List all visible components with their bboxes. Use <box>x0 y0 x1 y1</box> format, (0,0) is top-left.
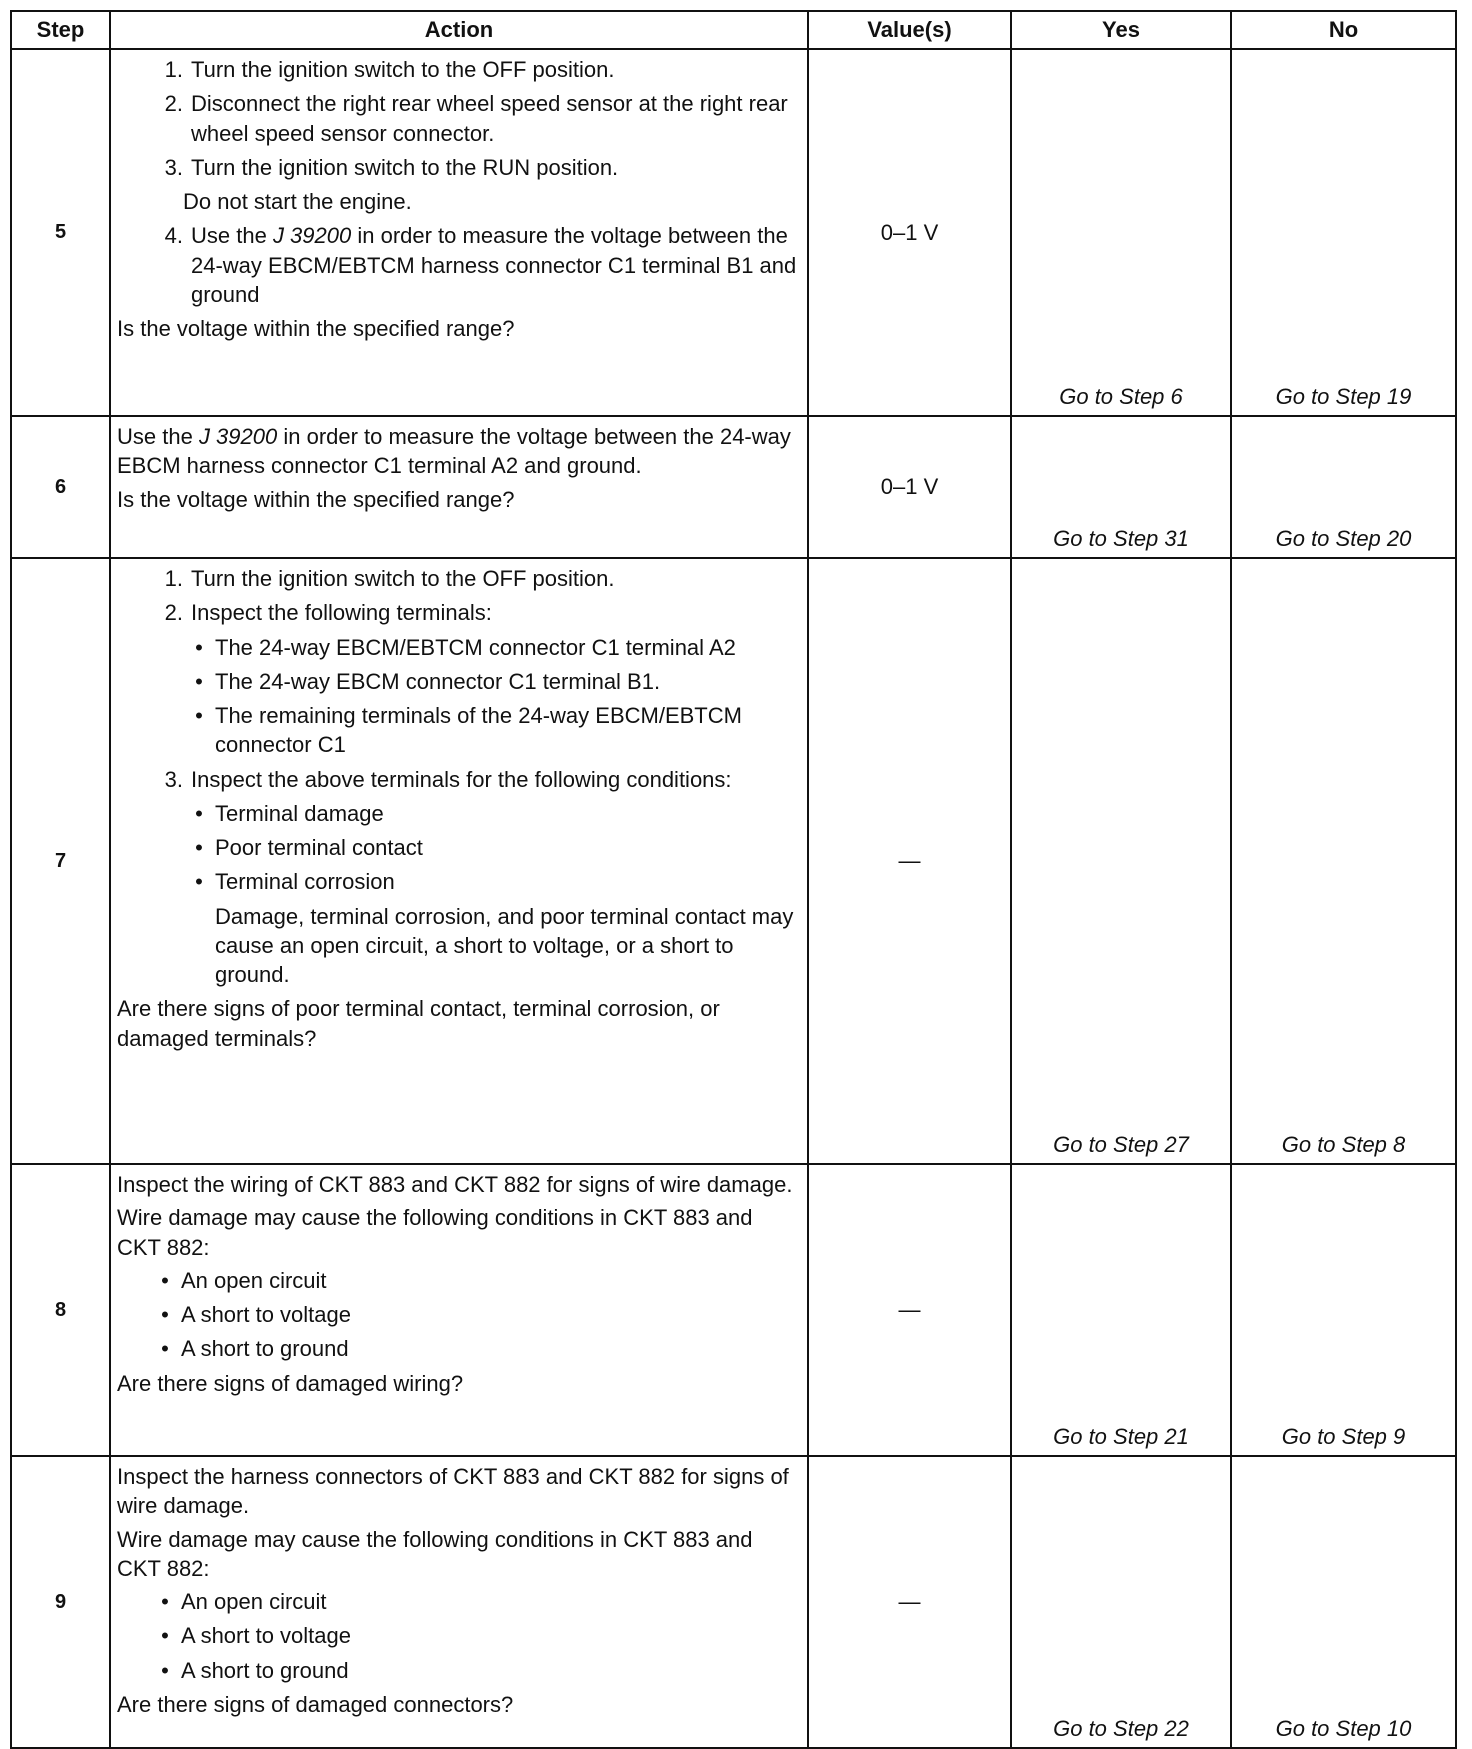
action-question: Is the voltage within the specified range? <box>117 316 515 341</box>
step-number: 9 <box>11 1456 110 1748</box>
bullet-item <box>149 1300 799 1329</box>
item-text <box>191 221 799 309</box>
item-text: Inspect the following terminals: <box>191 600 492 626</box>
action-text-pre: Use the <box>117 424 199 449</box>
header-action: Action <box>110 11 808 49</box>
item-number: 3. <box>164 766 183 792</box>
yes-cell: Go to Step 21 <box>1011 1164 1231 1456</box>
bullet-glyph: • <box>195 835 203 860</box>
header-yes: Yes <box>1011 11 1231 49</box>
no-cell: Go to Step 8 <box>1231 558 1456 1164</box>
action-note: Damage, terminal corrosion, and poor terminal contact may cause an open circuit, a short to voltage, or a short to ground. <box>215 903 794 987</box>
action-item <box>117 221 799 309</box>
no-cell: Go to Step 20 <box>1231 416 1456 558</box>
item-text: Turn the ignition switch to the RUN position. <box>191 154 619 180</box>
bullet-text: Terminal corrosion <box>215 869 395 895</box>
diagnostic-table <box>10 10 1457 1749</box>
no-cell: Go to Step 19 <box>1231 49 1456 416</box>
action-cell <box>110 49 808 416</box>
bullet-glyph: • <box>195 703 203 728</box>
item-number: 4. <box>164 223 183 249</box>
action-item <box>117 89 799 148</box>
diagnostic-table-page <box>10 10 1455 1749</box>
bullet-text: A short to voltage <box>181 1623 351 1649</box>
action-note: Do not start the engine. <box>183 189 412 214</box>
action-text: Wire damage may cause the following conditions in CKT 883 and CKT 882: <box>117 1205 753 1260</box>
bullet-glyph: • <box>161 1657 169 1683</box>
header-no: No <box>1231 11 1456 49</box>
bullet-item <box>183 799 799 828</box>
header-value: Value(s) <box>808 11 1011 49</box>
value-cell: — <box>808 1456 1011 1748</box>
action-text: Inspect the harness connectors of CKT 883 and CKT 882 for signs of wire damage. <box>117 1464 789 1519</box>
value-cell: 0–1 V <box>808 49 1011 416</box>
step-number: 7 <box>11 558 110 1164</box>
bullet-text: Terminal damage <box>215 800 384 826</box>
no-cell: Go to Step 10 <box>1231 1456 1456 1748</box>
bullet-text: An open circuit <box>181 1589 327 1614</box>
yes-cell: Go to Step 27 <box>1011 558 1231 1164</box>
action-question: Are there signs of poor terminal contact, terminal corrosion, or damaged terminals? <box>117 996 720 1051</box>
bullet-item <box>149 1621 799 1650</box>
bullet-glyph: • <box>195 800 203 826</box>
action-text: Wire damage may cause the following conditions in CKT 883 and CKT 882: <box>117 1526 753 1581</box>
value-cell: 0–1 V <box>808 416 1011 558</box>
action-question: Are there signs of damaged connectors? <box>117 1691 514 1717</box>
tool-reference: J 39200 <box>272 223 352 249</box>
bullet-glyph: • <box>161 1623 169 1649</box>
action-cell <box>110 558 808 1164</box>
table-row-step-5 <box>11 49 1456 416</box>
bullet-glyph: • <box>161 1267 169 1293</box>
table-row-step-8 <box>11 1164 1456 1456</box>
action-cell <box>110 1164 808 1456</box>
item-text: Turn the ignition switch to the OFF position. <box>191 566 615 591</box>
yes-cell: Go to Step 31 <box>1011 416 1231 558</box>
bullet-item <box>183 867 799 896</box>
bullet-item <box>183 833 799 862</box>
action-question: Is the voltage within the specified range? <box>117 486 515 512</box>
value-cell: — <box>808 558 1011 1164</box>
step-number: 8 <box>11 1164 110 1456</box>
action-item <box>117 564 799 593</box>
no-cell: Go to Step 9 <box>1231 1164 1456 1456</box>
bullet-text: A short to ground <box>181 1336 349 1362</box>
yes-cell: Go to Step 6 <box>1011 49 1231 416</box>
yes-cell: Go to Step 22 <box>1011 1456 1231 1748</box>
bullet-item <box>183 633 799 662</box>
header-step: Step <box>11 11 110 49</box>
bullet-text: A short to voltage <box>181 1302 351 1327</box>
table-row-step-7 <box>11 558 1456 1164</box>
item-number: 3. <box>164 154 183 180</box>
action-text: Inspect the wiring of CKT 883 and CKT 882 for signs of wire damage. <box>117 1172 793 1197</box>
bullet-glyph: • <box>161 1302 169 1327</box>
action-text <box>117 422 799 481</box>
action-item <box>117 55 799 84</box>
bullet-glyph: • <box>161 1589 169 1614</box>
bullet-glyph: • <box>195 634 203 660</box>
bullet-text: A short to ground <box>181 1657 349 1683</box>
step-number: 6 <box>11 416 110 558</box>
value-cell: — <box>808 1164 1011 1456</box>
bullet-item <box>149 1587 799 1616</box>
bullet-text: The remaining terminals of the 24-way EBCM/EBTCM connector C1 <box>215 703 742 758</box>
bullet-text: An open circuit <box>181 1267 327 1293</box>
table-row-step-9 <box>11 1456 1456 1748</box>
item-text-post: in order to measure the voltage between the 24-way EBCM/EBTCM harness connector C1 terminal B1 and ground <box>191 223 797 307</box>
item-text: Inspect the above terminals for the following conditions: <box>191 766 732 792</box>
bullet-glyph: • <box>195 668 203 694</box>
bullet-text: The 24-way EBCM connector C1 terminal B1. <box>215 668 661 694</box>
action-cell <box>110 416 808 558</box>
item-text: Disconnect the right rear wheel speed sensor at the right rear wheel speed sensor connector. <box>191 91 788 146</box>
item-number: 1. <box>164 566 183 591</box>
item-number: 2. <box>164 91 183 117</box>
item-text-pre: Use the <box>191 223 273 249</box>
action-item <box>117 765 799 794</box>
table-row-step-6 <box>11 416 1456 558</box>
item-text: Turn the ignition switch to the OFF position. <box>191 57 615 82</box>
bullet-item <box>149 1266 799 1295</box>
action-question: Are there signs of damaged wiring? <box>117 1370 464 1396</box>
bullet-item <box>149 1334 799 1363</box>
header-row <box>11 11 1456 49</box>
bullet-item <box>183 667 799 696</box>
action-item <box>117 598 799 627</box>
bullet-glyph: • <box>195 869 203 895</box>
item-number: 2. <box>164 600 183 626</box>
bullet-text: The 24-way EBCM/EBTCM connector C1 terminal A2 <box>215 634 736 660</box>
item-number: 1. <box>164 57 183 82</box>
action-text-post: in order to measure the voltage between the 24-way EBCM harness connector C1 terminal A2 and ground. <box>117 424 791 479</box>
bullet-text: Poor terminal contact <box>215 835 423 860</box>
step-number: 5 <box>11 49 110 416</box>
action-item <box>117 153 799 182</box>
tool-reference: J 39200 <box>198 424 278 449</box>
bullet-glyph: • <box>161 1336 169 1362</box>
bullet-item <box>183 701 799 760</box>
action-cell <box>110 1456 808 1748</box>
bullet-item <box>149 1656 799 1685</box>
